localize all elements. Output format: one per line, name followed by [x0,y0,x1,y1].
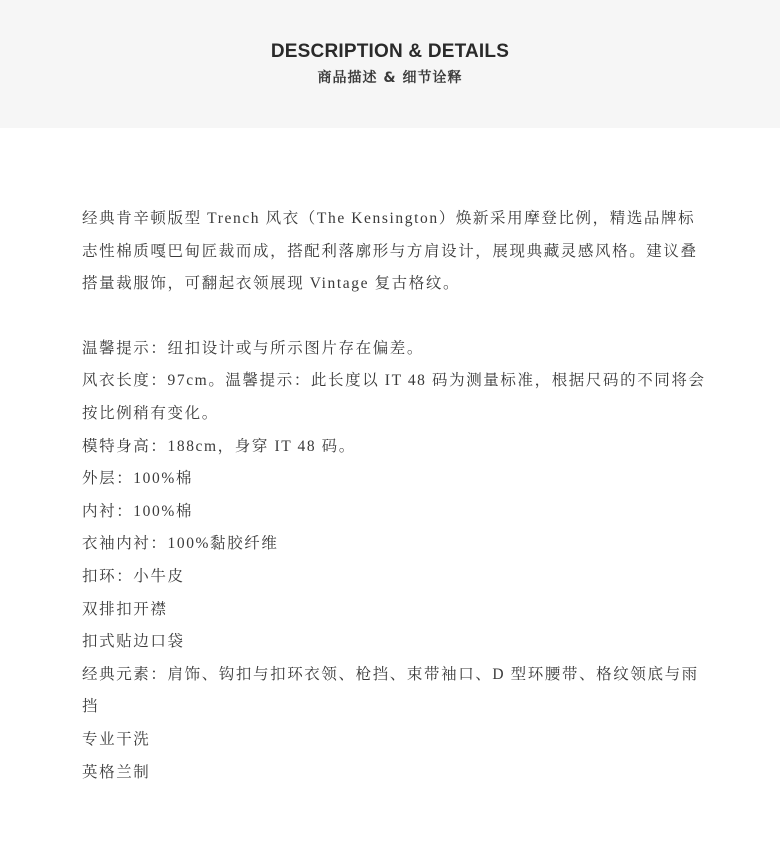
detail-item: 英格兰制 [82,763,151,781]
section-header [0,0,780,128]
details-list [82,333,712,789]
detail-item: 衣袖内衬：100%黏胶纤维 [82,535,279,553]
detail-item: 专业干洗 [82,730,151,748]
detail-item: 双排扣开襟 [82,600,168,618]
detail-item: 扣式贴边口袋 [82,633,185,651]
detail-item: 外层：100%棉 [82,470,193,488]
detail-item: 温馨提示：纽扣设计或与所示图片存在偏差。 [82,339,425,357]
detail-item: 风衣长度：97cm。温馨提示：此长度以 IT 48 码为测量标准，根据尺码的不同将会按比例稍有变化。 [82,372,706,422]
product-description: 经典肯辛顿版型 Trench 风衣（The Kensington）焕新采用摩登比例，精选品牌标志性棉质嘎巴甸匠裁而成，搭配利落廓形与方肩设计，展现典藏灵感风格。建议叠搭量裁服饰，可翻起衣领展现 Vintage 复古格纹。 [82,210,698,293]
detail-item: 经典元素：肩饰、钩扣与扣环衣领、枪挡、束带袖口、D 型环腰带、格纹领底与雨挡 [82,665,699,716]
detail-item: 模特身高：188cm，身穿 IT 48 码。 [82,437,356,455]
section-title: DESCRIPTION & DETAILS [270,41,510,62]
description-body [82,203,712,789]
detail-item: 扣环：小牛皮 [82,567,185,585]
paragraph-spacer [82,301,712,333]
detail-item: 内衬：100%棉 [82,502,193,520]
section-subtitle: 商品描述 & 细节诠释 [317,70,463,86]
